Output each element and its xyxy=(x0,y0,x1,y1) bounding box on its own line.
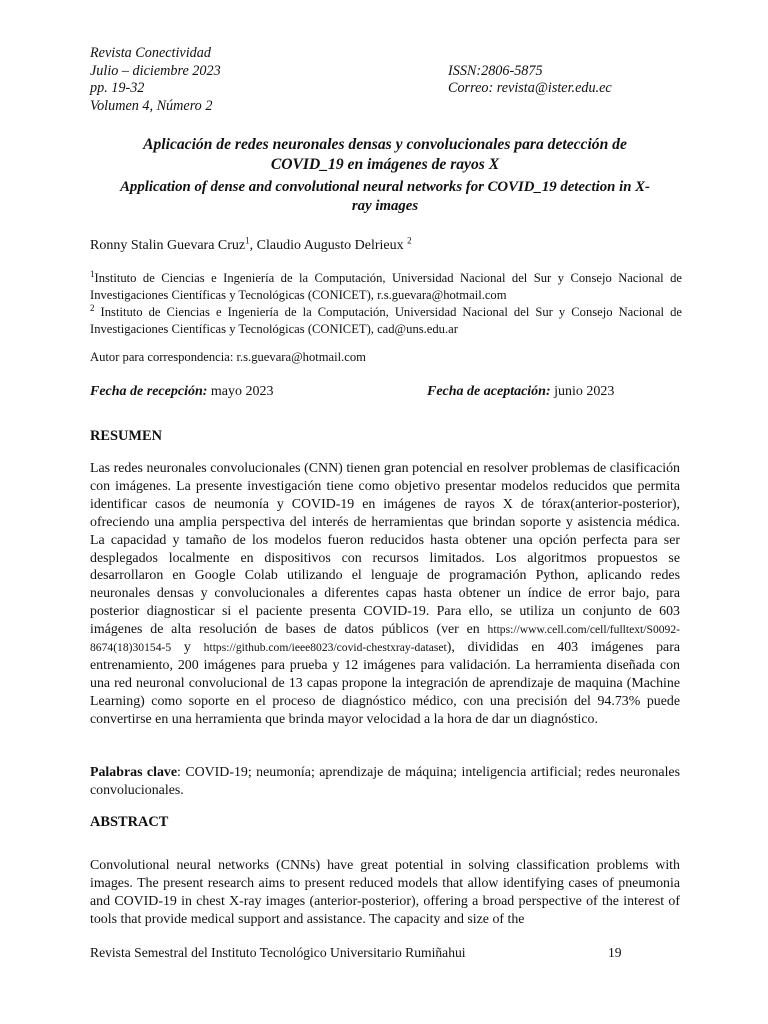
title-english-line2: ray images xyxy=(351,197,419,214)
author-1: Ronny Stalin Guevara Cruz xyxy=(90,238,246,253)
title-spanish xyxy=(90,135,680,175)
author-2-marker: 2 xyxy=(407,235,412,246)
journal-pages: pp. 19-32 xyxy=(90,80,145,97)
affiliation-1-text: Instituto de Ciencias e Ingeniería de la Computación, Universidad Nacional del Sur y Consejo Nacional de Investigaciones Científicas y Tecnológicas (CONICET), r.s.guevara@hotmail.com xyxy=(90,271,682,302)
author-2: Claudio Augusto Delrieux xyxy=(256,238,408,253)
title-english xyxy=(90,178,680,215)
affiliation-2 xyxy=(90,304,682,338)
keywords-label: Palabras clave xyxy=(90,765,178,780)
received-label: Fecha de recepción: xyxy=(90,384,208,399)
journal-name: Revista Conectividad xyxy=(90,45,211,61)
abstract-paragraph: Convolutional neural networks (CNNs) have great potential in solving classification problems with images. The present research aims to present reduced models that allow identifying cases of pneumonia and COVID-19 in chest X-ray images (anterior-posterior), offering a broad perspective of the interest of tools that provide medical support and assistance. The capacity and size of the xyxy=(90,858,680,927)
submission-dates xyxy=(90,383,690,401)
resumen-text-part1: Las redes neuronales convolucionales (CNN) tienen gran potencial en resolver problemas de clasificación con imágenes. La presente investigación tiene como objetivo presentar modelos reducidos que permita identificar casos de neumonía y COVID-19 en imágenes de rayos X de tórax(anterior-posterior), ofreciendo una amplia perspectiva del interés de herramientas que brindan soporte y asistencia médica. La capacidad y tamaño de los modelos fueron reducidos hasta obtener una opción perfecta para ser desplegados localmente en dispositivos con recursos limitados. Los algoritmos propuestos se desarrollaron en Google Colab utilizando el lenguaje de programación Python, aplicando redes neuronales densas y convolucionales a diferentes capas hasta obtener un índice de error bajo, para posterior diagnosticar si el paciente presenta COVID-19. Para ello, se utiliza un conjunto de 603 imágenes de alta resolución de bases de datos públicos (ver en xyxy=(90,461,680,638)
dataset-link-github[interactable]: https://github.com/ieee8023/covid-chestxray-dataset xyxy=(203,641,447,655)
affiliation-1-marker: 1 xyxy=(90,268,95,279)
journal-email[interactable]: Correo: revista@ister.edu.ec xyxy=(448,80,612,97)
url-separator: y xyxy=(171,640,204,656)
affiliation-1 xyxy=(90,270,682,304)
author-list xyxy=(90,237,412,255)
dataset-link-cell[interactable]: https://www.cell.com/cell/fulltext/S0092-8674(18)30154-5 xyxy=(90,623,680,655)
page-footer xyxy=(90,944,630,962)
abstract-heading: ABSTRACT xyxy=(90,814,169,830)
corresponding-author: Autor para correspondencia: r.s.guevara@hotmail.com xyxy=(90,350,366,364)
journal-header xyxy=(90,45,690,115)
resumen-paragraph xyxy=(90,460,680,729)
author-1-marker: 1 xyxy=(245,235,250,246)
author-separator: , xyxy=(249,238,257,253)
affiliation-2-marker: 2 xyxy=(90,302,95,313)
page-number: 19 xyxy=(608,945,622,960)
received-date xyxy=(90,384,274,399)
title-spanish-line1: Aplicación de redes neuronales densas y convolucionales para detección de xyxy=(143,136,627,153)
footer-journal: Revista Semestral del Instituto Tecnológico Universitario Rumiñahui xyxy=(90,945,466,960)
accepted-label: Fecha de aceptación: xyxy=(427,384,551,399)
keywords-text: : COVID-19; neumonía; aprendizaje de máquina; inteligencia artificial; redes neuronales convolucionales. xyxy=(90,765,681,798)
title-english-line1: Application of dense and convolutional neural networks for COVID_19 detection in X- xyxy=(120,179,650,195)
accepted-date xyxy=(427,383,614,401)
resumen-text-part2: ), divididas en 403 imágenes para entrenamiento, 200 imágenes para prueba y 12 imágenes para validación. La herramienta diseñada con una red neuronal convolucional de 13 capas propone la integración de aprendizaje de maquina (Machine Learning) como soporte en el proceso de diagnóstico médico, con una precisión del 94.73% puede convertirse en una herramienta que brinda mayor velocidad a la hora de dar un diagnóstico. xyxy=(90,640,681,727)
title-spanish-line2: COVID_19 en imágenes de rayos X xyxy=(270,156,500,173)
keywords-paragraph xyxy=(90,764,680,800)
journal-issn: ISSN:2806-5875 xyxy=(448,62,543,79)
accepted-value: junio 2023 xyxy=(550,384,615,399)
journal-period: Julio – diciembre 2023 xyxy=(90,62,221,79)
received-value: mayo 2023 xyxy=(207,384,274,399)
affiliation-2-text: Instituto de Ciencias e Ingeniería de la Computación, Universidad Nacional del Sur y Consejo Nacional de Investigaciones Científicas y Tecnológicas (CONICET), cad@uns.edu.ar xyxy=(90,305,682,336)
resumen-heading: RESUMEN xyxy=(90,428,162,444)
journal-volume: Volumen 4, Número 2 xyxy=(90,97,213,114)
